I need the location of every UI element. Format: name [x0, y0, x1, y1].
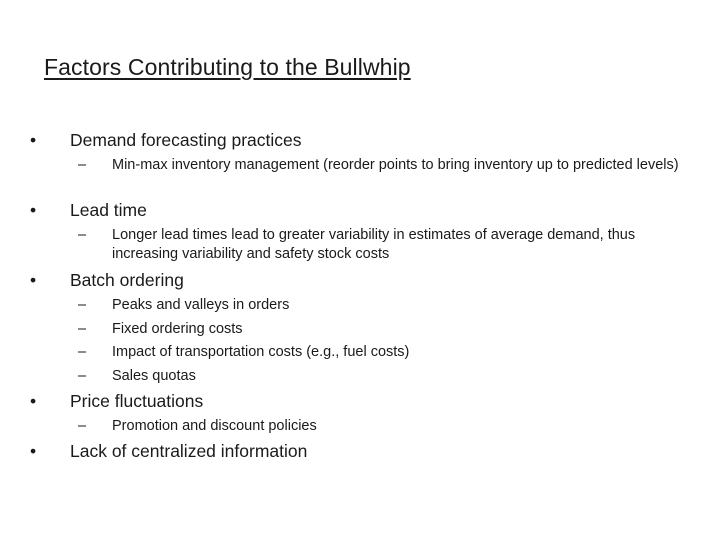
sub-bullet-text: Promotion and discount policies	[112, 418, 317, 434]
sub-bullet-text: Impact of transportation costs (e.g., fuel costs)	[112, 344, 410, 360]
bullet-label: Demand forecasting practices	[70, 130, 302, 150]
bullet-label: Lack of centralized information	[70, 441, 308, 461]
dash: –	[78, 157, 87, 173]
dash: –	[78, 297, 87, 313]
dash: –	[78, 227, 87, 243]
sub-bullet-text: Longer lead times lead to greater variability in estimates of average demand, thus increasing variability and safety stock costs	[112, 227, 636, 262]
sub-bullet-text: Fixed ordering costs	[112, 321, 243, 337]
sub-bullet-text: Sales quotas	[112, 368, 196, 384]
bullet-label: Batch ordering	[70, 270, 184, 290]
bullet-dot: •	[30, 200, 37, 220]
dash: –	[78, 321, 87, 337]
bullet-dot: •	[30, 130, 37, 150]
sub-bullet-text: Min-max inventory management (reorder points to bring inventory up to predicted levels)	[112, 157, 679, 173]
dash: –	[78, 368, 87, 384]
sub-bullet-text: Peaks and valleys in orders	[112, 297, 290, 313]
slide-title: Factors Contributing to the Bullwhip	[44, 54, 411, 80]
bullet-dot: •	[30, 441, 37, 461]
bullet-label: Lead time	[70, 200, 147, 220]
dash: –	[78, 344, 87, 360]
dash: –	[78, 418, 87, 434]
bullet-dot: •	[30, 270, 37, 290]
bullet-dot: •	[30, 391, 37, 411]
bullet-label: Price fluctuations	[70, 391, 204, 411]
